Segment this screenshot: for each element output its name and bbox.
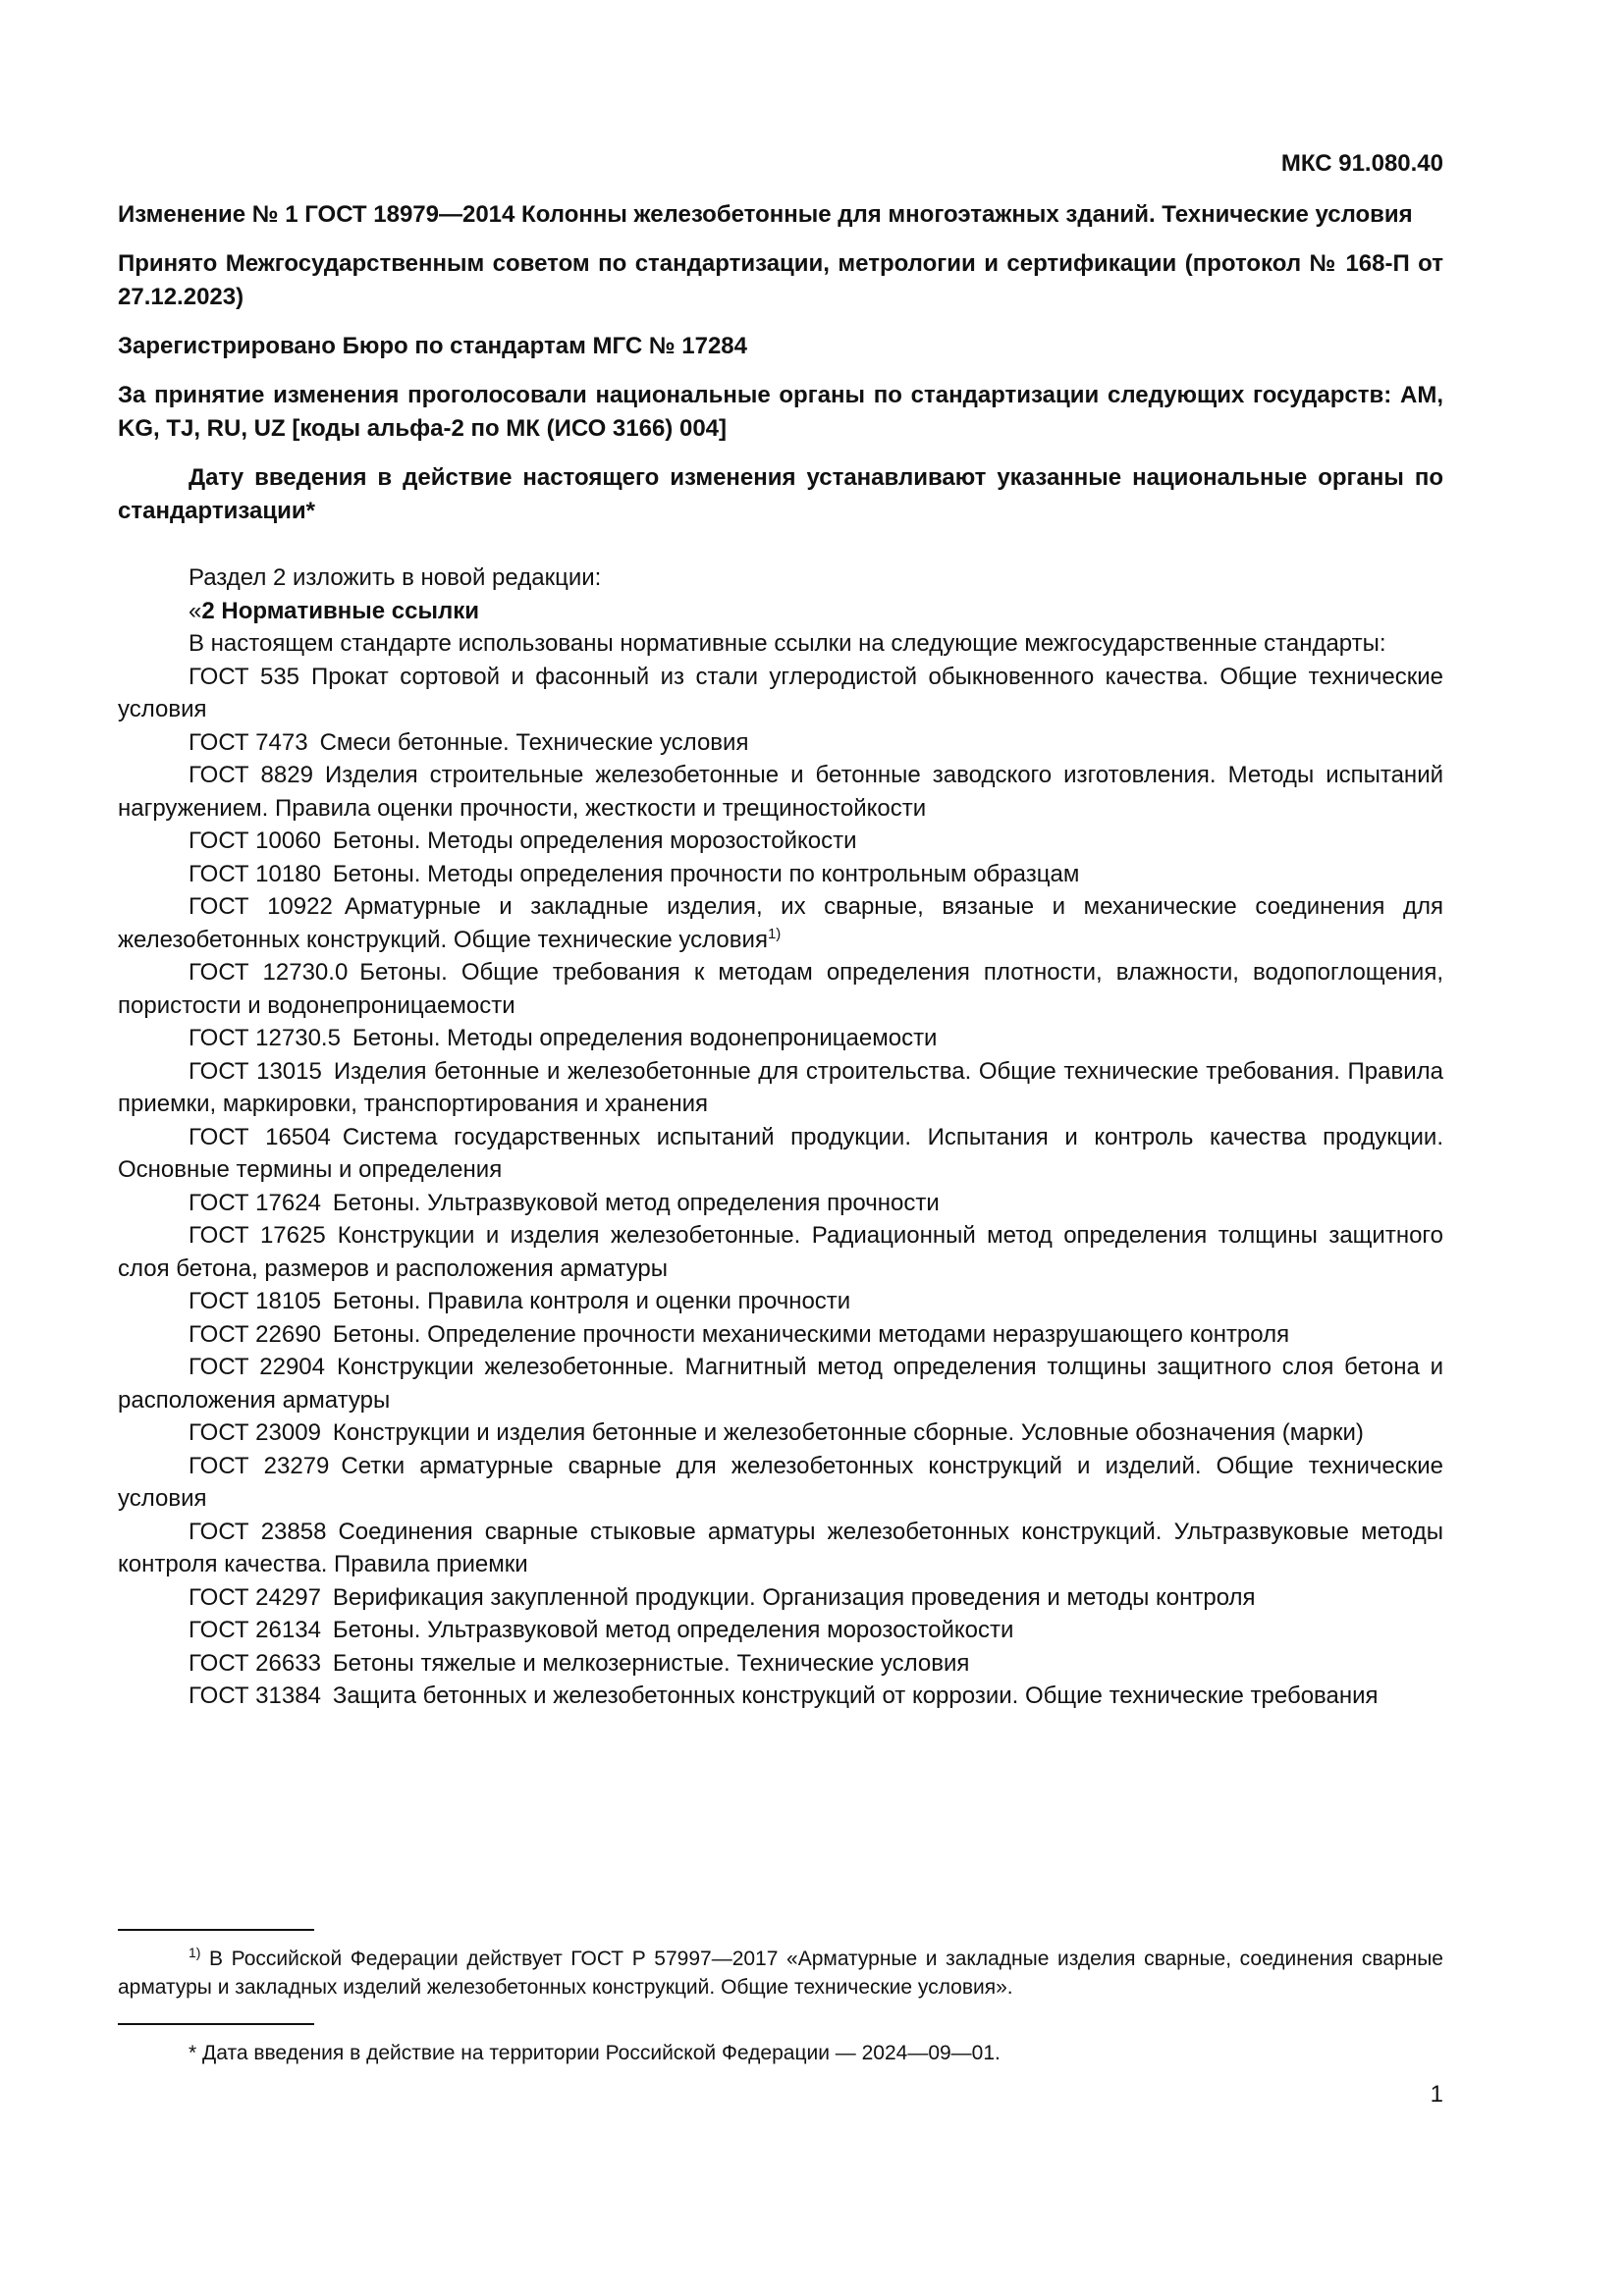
reference-number: ГОСТ 8829 — [189, 762, 313, 788]
reference-item — [118, 1450, 1443, 1516]
reference-number: ГОСТ 10180 — [189, 860, 321, 887]
section-title: 2 Нормативные ссылки — [201, 597, 479, 624]
reference-title: Соединения сварные стыковые арматуры железобетонных конструкций. Ультразвуковые методы контроля качества. Правила приемки — [118, 1518, 1443, 1577]
reference-item — [118, 1647, 1443, 1681]
reference-item — [118, 890, 1443, 956]
footnote-divider — [118, 1929, 314, 1931]
reference-title: Изделия бетонные и железобетонные для строительства. Общие технические требования. Правила приемки, маркировки, транспортирования и хранения — [118, 1057, 1443, 1117]
reference-title: Бетоны. Методы определения морозостойкости — [332, 828, 857, 854]
reference-number: ГОСТ 10060 — [189, 828, 321, 854]
reference-item — [118, 1022, 1443, 1055]
reference-item — [118, 858, 1443, 891]
reference-number: ГОСТ 23009 — [189, 1419, 321, 1446]
reference-number: ГОСТ 535 — [189, 663, 300, 690]
reference-item — [118, 1614, 1443, 1647]
reference-number: ГОСТ 7473 — [189, 728, 308, 756]
page-number: 1 — [1430, 2081, 1443, 2108]
reference-number: ГОСТ 10922 — [189, 893, 333, 920]
reference-title: Верификация закупленной продукции. Организация проведения и методы контроля — [332, 1583, 1256, 1611]
reference-item — [118, 1318, 1443, 1352]
reference-number: ГОСТ 24297 — [189, 1583, 321, 1611]
reference-item — [118, 956, 1443, 1022]
reference-number: ГОСТ 13015 — [189, 1057, 322, 1085]
date-intro-statement: Дату введения в действие настоящего изменения устанавливают указанные национальные органы по стандартизации* — [118, 464, 1443, 524]
document-page — [118, 147, 1443, 1713]
reference-number: ГОСТ 31384 — [189, 1682, 321, 1709]
amendment-body — [118, 561, 1443, 1713]
reference-title: Бетоны. Правила контроля и оценки прочности — [332, 1288, 851, 1314]
reference-title: Бетоны. Ультразвуковой метод определения морозостойкости — [332, 1617, 1014, 1643]
reference-number: ГОСТ 16504 — [189, 1123, 331, 1150]
voted-statement: За принятие изменения проголосовали национальные органы по стандартизации следующих государств: AM, KG, TJ, RU, UZ [коды альфа-2 по МК (ИСО 3166) 004] — [118, 382, 1443, 442]
footnote-1 — [118, 1945, 1443, 2002]
reference-title: Конструкции железобетонные. Магнитный метод определения толщины защитного слоя бетона и расположения арматуры — [118, 1354, 1443, 1414]
reference-number: ГОСТ 26134 — [189, 1617, 321, 1643]
amendment-title: Изменение № 1 ГОСТ 18979—2014 Колонны железобетонные для многоэтажных зданий. Технические условия — [118, 201, 1413, 228]
reference-title: Бетоны тяжелые и мелкозернистые. Технические условия — [332, 1649, 970, 1677]
reference-number: ГОСТ 17624 — [189, 1189, 321, 1216]
footnote-divider — [118, 2023, 314, 2025]
reference-title: Конструкции и изделия бетонные и железобетонные сборные. Условные обозначения (марки) — [332, 1419, 1364, 1446]
reference-number: ГОСТ 23858 — [189, 1518, 327, 1545]
reference-number: ГОСТ 22690 — [189, 1320, 321, 1348]
reference-item — [118, 1187, 1443, 1220]
section-heading — [118, 595, 1443, 628]
reference-title: Бетоны. Ультразвуковой метод определения прочности — [332, 1189, 940, 1216]
reference-title: Прокат сортовой и фасонный из стали углеродистой обыкновенного качества. Общие технические условия — [118, 663, 1443, 722]
reference-number: ГОСТ 18105 — [189, 1288, 321, 1314]
footnotes — [118, 1929, 1443, 2067]
reference-item — [118, 1219, 1443, 1285]
reference-number: ГОСТ 12730.5 — [189, 1025, 341, 1051]
reference-number: ГОСТ 22904 — [189, 1354, 325, 1380]
reference-item — [118, 1581, 1443, 1615]
reference-title: Бетоны. Методы определения водонепроницаемости — [352, 1025, 938, 1051]
reference-title: Сетки арматурные сварные для железобетонных конструкций и изделий. Общие технические условия — [118, 1452, 1444, 1512]
reference-item — [118, 1351, 1443, 1416]
section-intro: В настоящем стандарте использованы нормативные ссылки на следующие межгосударственные стандарты: — [189, 630, 1386, 657]
reference-title: Арматурные и закладные изделия, их сварные, вязаные и механические соединения для железобетонных конструкций. Общие технические условия — [118, 893, 1443, 953]
registered-statement: Зарегистрировано Бюро по стандартам МГС № 17284 — [118, 333, 747, 359]
reference-item — [118, 759, 1443, 825]
reference-number: ГОСТ 12730.0 — [189, 959, 349, 986]
footnote-1-mark: 1) — [189, 1945, 201, 1960]
reference-title: Система государственных испытаний продукции. Испытания и контроль качества продукции. Основные термины и определения — [118, 1123, 1443, 1183]
reference-item — [118, 1285, 1443, 1318]
reference-item — [118, 1416, 1443, 1450]
reference-title: Изделия строительные железобетонные и бетонные заводского изготовления. Методы испытаний нагружением. Правила оценки прочности, жесткости и трещиностойкости — [118, 762, 1444, 822]
reference-item — [118, 825, 1443, 858]
footnote-2: * Дата введения в действие на территории Российской Федерации — 2024—09—01. — [189, 2042, 1001, 2064]
reference-item — [118, 1516, 1443, 1581]
footnote-1-text: В Российской Федерации действует ГОСТ Р 57997—2017 «Арматурные и закладные изделия сварные, соединения сварные арматуры и закладных изделий железобетонных конструкций. Общие технические условия». — [118, 1948, 1443, 1999]
reference-item — [118, 1055, 1443, 1121]
reference-item — [118, 661, 1443, 726]
reference-number: ГОСТ 23279 — [189, 1452, 330, 1479]
reference-title: Бетоны. Определение прочности механическими методами неразрушающего контроля — [332, 1320, 1290, 1348]
reference-number: ГОСТ 17625 — [189, 1222, 326, 1249]
accepted-statement: Принято Межгосударственным советом по стандартизации, метрологии и сертификации (протокол № 168-П от 27.12.2023) — [118, 250, 1443, 310]
quote-open: « — [189, 597, 202, 624]
footnote-ref-mark: 1) — [767, 925, 782, 942]
reference-item — [118, 1680, 1443, 1713]
reference-item — [118, 726, 1443, 760]
mks-code: МКС 91.080.40 — [1280, 150, 1443, 177]
instruction-text: Раздел 2 изложить в новой редакции: — [189, 564, 602, 591]
reference-title: Бетоны. Общие требования к методам определения плотности, влажности, водопоглощения, пористости и водонепроницаемости — [118, 959, 1443, 1019]
reference-list — [118, 661, 1443, 1713]
reference-title: Конструкции и изделия железобетонные. Радиационный метод определения толщины защитного слоя бетона, размеров и расположения арматуры — [118, 1222, 1443, 1282]
reference-item — [118, 1121, 1443, 1187]
reference-number: ГОСТ 26633 — [189, 1649, 321, 1677]
reference-title: Смеси бетонные. Технические условия — [319, 728, 749, 756]
reference-title: Защита бетонных и железобетонных конструкций от коррозии. Общие технические требования — [332, 1682, 1379, 1709]
reference-title: Бетоны. Методы определения прочности по контрольным образцам — [332, 860, 1080, 887]
